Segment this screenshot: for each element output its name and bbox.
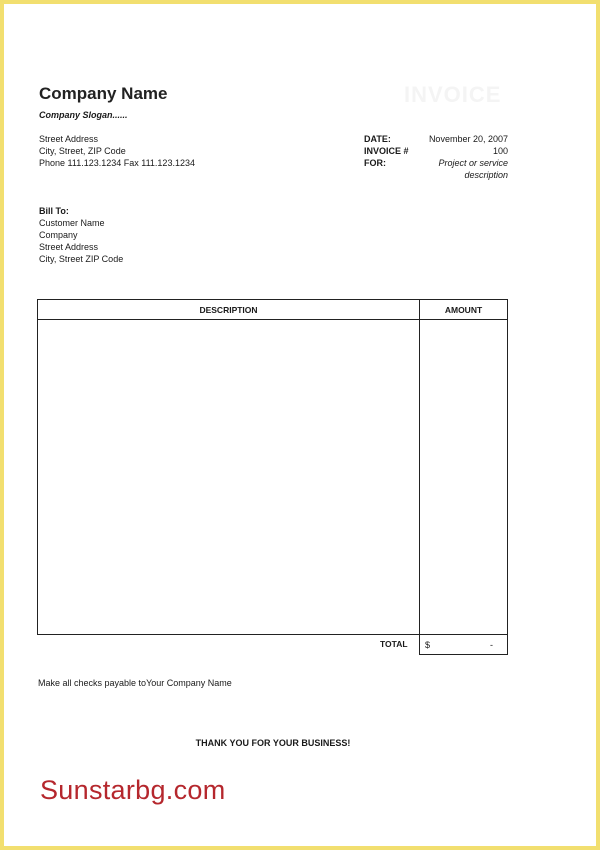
invoice-page xyxy=(4,4,596,846)
amount-column xyxy=(420,320,507,634)
total-currency: $ xyxy=(425,640,431,650)
description-column xyxy=(38,320,420,634)
sender-address xyxy=(39,133,195,169)
payable-prefix: Make all checks payable to xyxy=(38,678,147,688)
bill-to-line: Company xyxy=(39,230,78,240)
description-header: DESCRIPTION xyxy=(38,300,420,319)
document-title: INVOICE xyxy=(404,82,502,107)
invoice-meta-values xyxy=(406,133,508,181)
total-value: - xyxy=(490,640,493,650)
bill-to-block xyxy=(39,205,123,265)
table-header-row xyxy=(38,300,507,320)
total-label: TOTAL xyxy=(380,639,408,649)
sender-phone-fax: Phone 111.123.1234 Fax 111.123.1234 xyxy=(39,158,195,168)
watermark-logo: Sunstarbg.com xyxy=(40,775,226,805)
date-label: DATE: xyxy=(364,134,391,144)
line-items-table xyxy=(37,299,508,635)
bill-to-line: Customer Name xyxy=(39,218,105,228)
payable-note xyxy=(38,678,232,688)
thank-you-message: THANK YOU FOR YOUR BUSINESS! xyxy=(195,738,351,748)
date-value: November 20, 2007 xyxy=(428,134,508,144)
company-name: Company Name xyxy=(39,84,168,103)
table-body xyxy=(38,320,507,634)
invoice-number-label: INVOICE # xyxy=(364,146,409,156)
for-value-line1: Project or service xyxy=(438,158,508,168)
invoice-meta-labels xyxy=(364,133,409,169)
for-label: FOR: xyxy=(364,158,386,168)
company-slogan: Company Slogan...... xyxy=(39,110,128,120)
sender-street: Street Address xyxy=(39,134,99,144)
for-value-line2: description xyxy=(464,170,508,180)
bill-to-label: Bill To: xyxy=(39,206,69,216)
amount-header: AMOUNT xyxy=(444,304,483,315)
invoice-number-value: 100 xyxy=(492,146,508,156)
bill-to-line: Street Address xyxy=(39,242,99,252)
payable-company-name: Your Company Name xyxy=(146,678,232,688)
total-amount-box xyxy=(419,635,508,655)
sender-city: City, Street, ZIP Code xyxy=(39,146,126,156)
bill-to-line: City, Street ZIP Code xyxy=(39,254,124,264)
